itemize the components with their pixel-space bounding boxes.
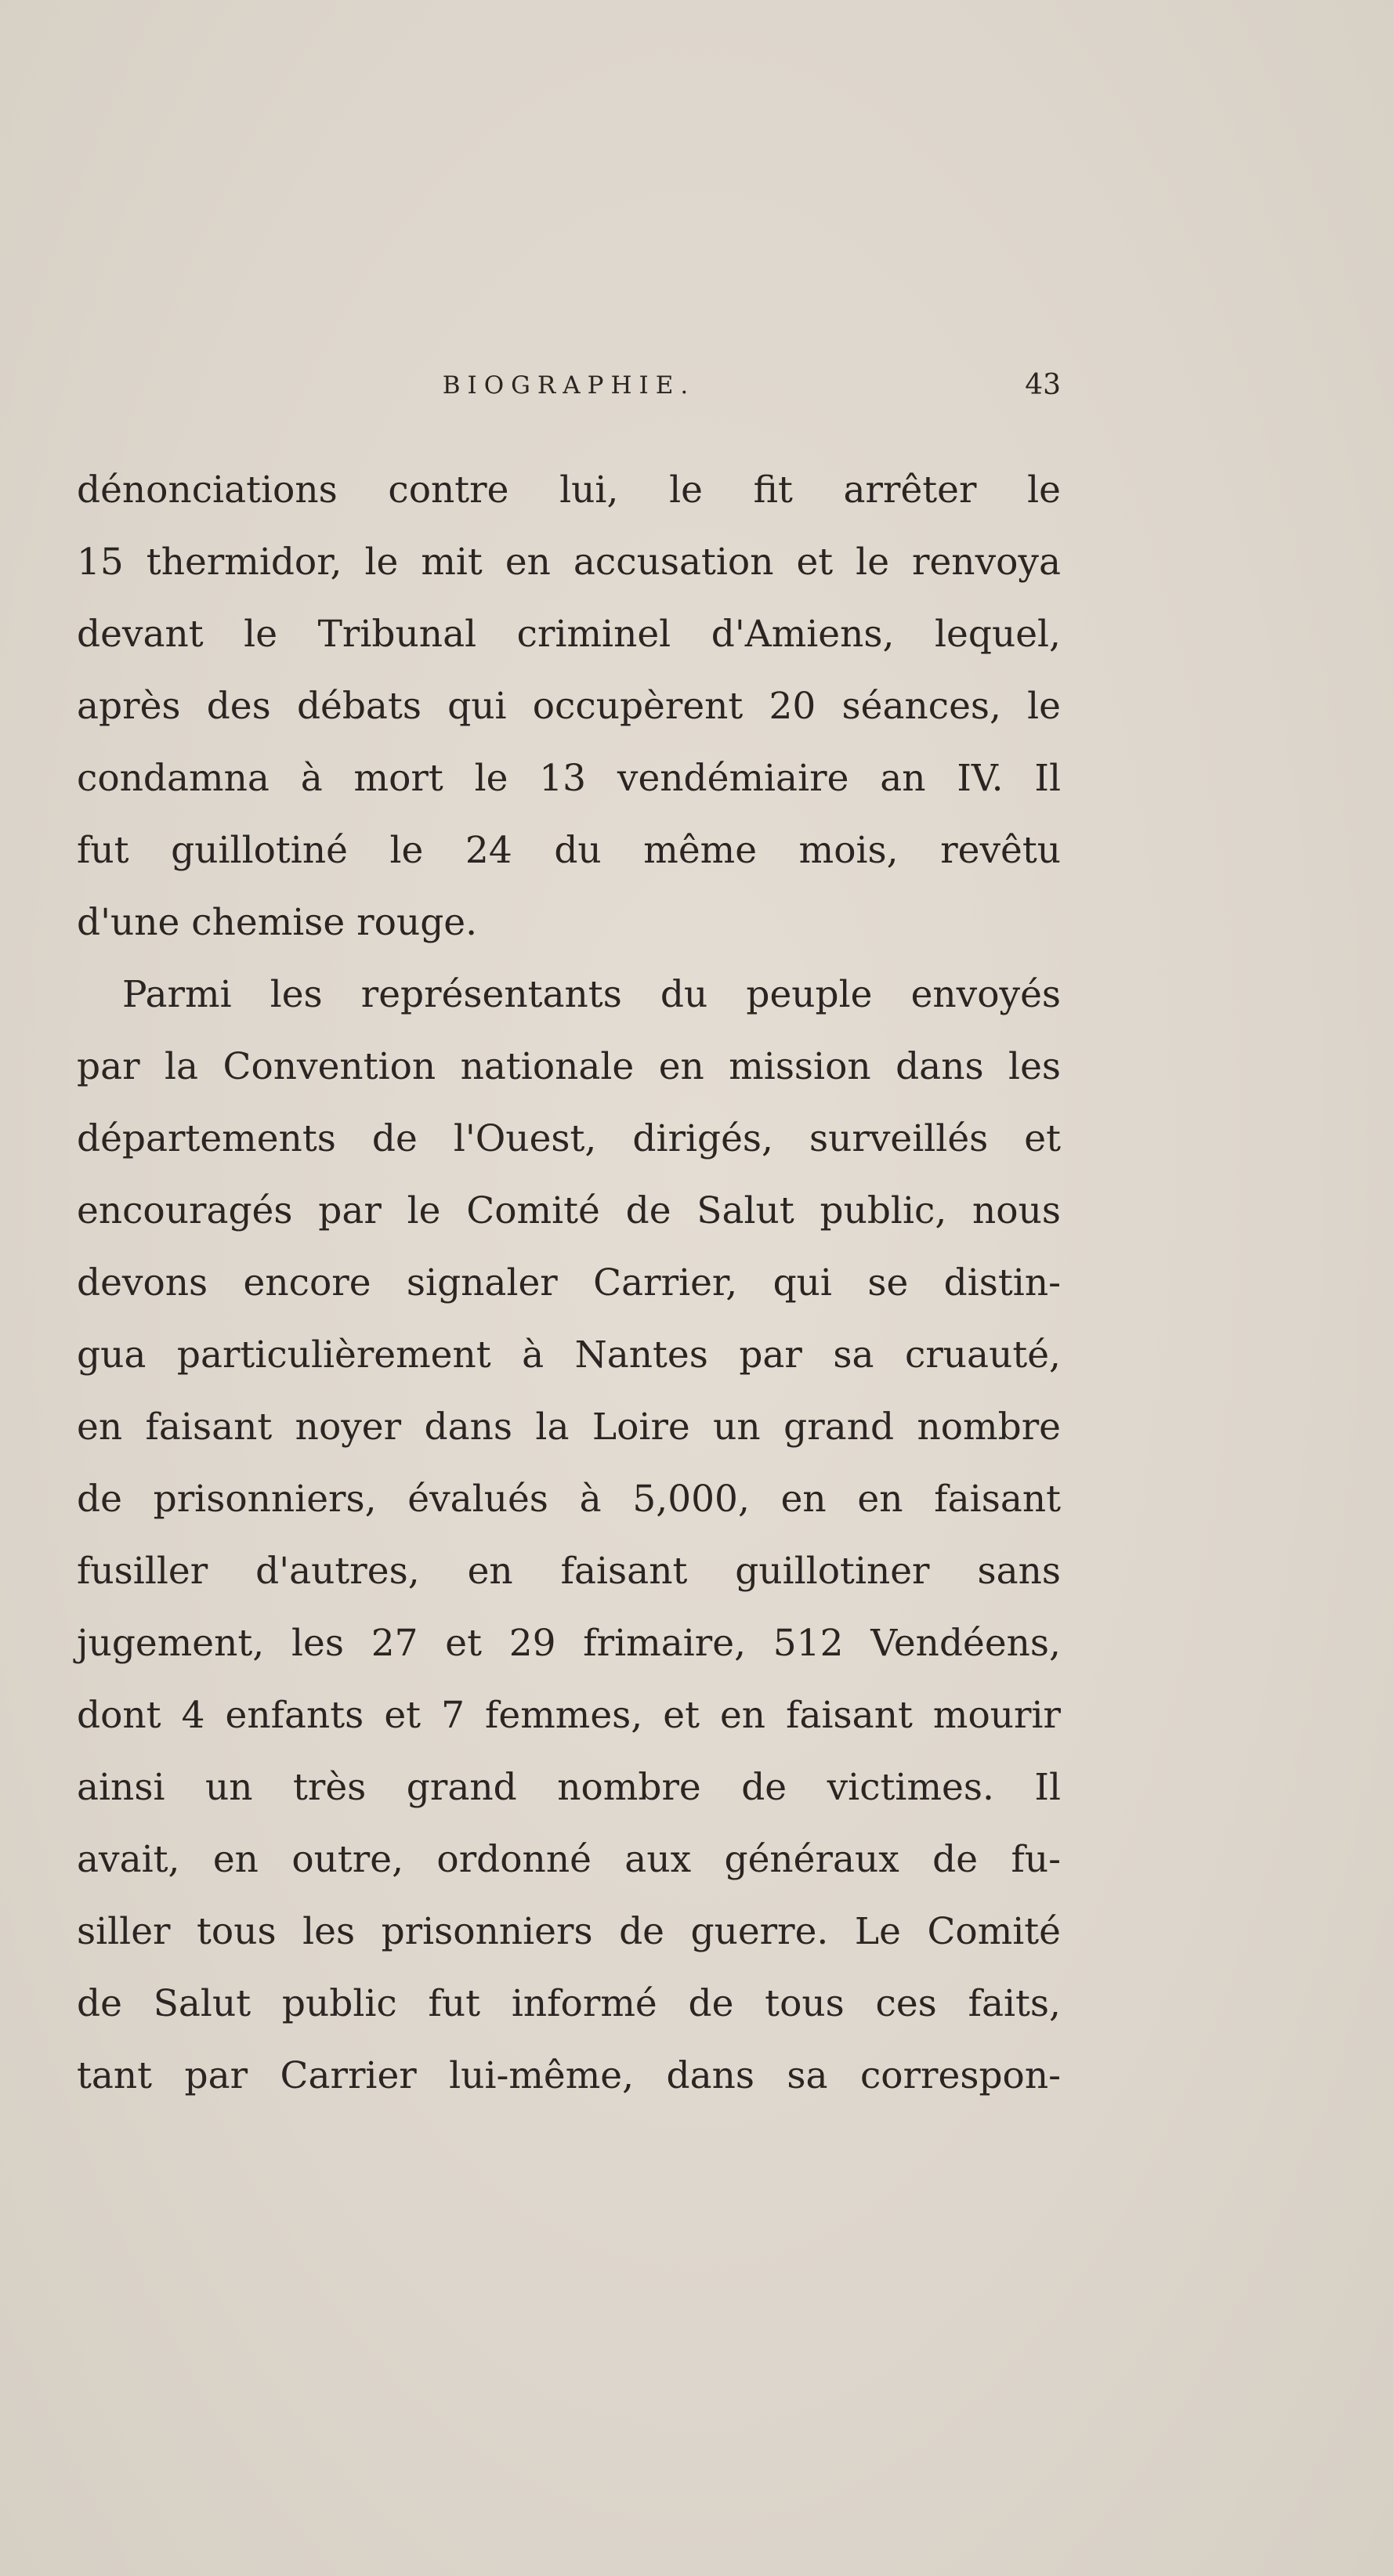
text-line: jugement, les 27 et 29 frimaire, 512 Vendéens, <box>77 1622 1061 1665</box>
text-line: de prisonniers, évalués à 5,000, en en faisant <box>77 1478 1061 1521</box>
text-line: 15 thermidor, le mit en accusation et le renvoya <box>77 541 1061 584</box>
text-line: ainsi un très grand nombre de victimes. Il <box>77 1766 1061 1809</box>
body-text <box>77 454 1061 2112</box>
text-line: siller tous les prisonniers de guerre. Le Comité <box>77 1910 1061 1953</box>
text-line: gua particulièrement à Nantes par sa cruauté, <box>77 1333 1061 1377</box>
running-title: BIOGRAPHIE. <box>442 371 696 400</box>
text-line: en faisant noyer dans la Loire un grand nombre <box>77 1406 1061 1449</box>
text-line: condamna à mort le 13 vendémiaire an IV. Il <box>77 757 1061 800</box>
text-line: devons encore signaler Carrier, qui se distin- <box>77 1261 1061 1304</box>
text-line: d'une chemise rouge. <box>77 901 478 944</box>
text-line: devant le Tribunal criminel d'Amiens, lequel, <box>77 613 1061 656</box>
text-line: de Salut public fut informé de tous ces faits, <box>77 1982 1061 2025</box>
text-line: après des débats qui occupèrent 20 séances, le <box>77 685 1061 728</box>
text-line: par la Convention nationale en mission dans les <box>77 1045 1061 1088</box>
text-line: avait, en outre, ordonné aux généraux de fu- <box>77 1838 1061 1881</box>
text-line: Parmi les représentants du peuple envoyés <box>122 973 1061 1016</box>
text-line: fut guillotiné le 24 du même mois, revêtu <box>77 829 1061 872</box>
text-line: dénonciations contre lui, le fit arrêter le <box>77 469 1061 512</box>
text-line: dont 4 enfants et 7 femmes, et en faisant mourir <box>77 1694 1061 1737</box>
text-line: départements de l'Ouest, dirigés, surveillés et <box>77 1117 1061 1160</box>
text-line: encouragés par le Comité de Salut public, nous <box>77 1189 1061 1232</box>
text-line: tant par Carrier lui-même, dans sa correspon- <box>77 2054 1061 2097</box>
page-number: 43 <box>1025 369 1061 401</box>
running-head <box>77 362 1061 409</box>
text-line: fusiller d'autres, en faisant guillotiner sans <box>77 1550 1061 1593</box>
